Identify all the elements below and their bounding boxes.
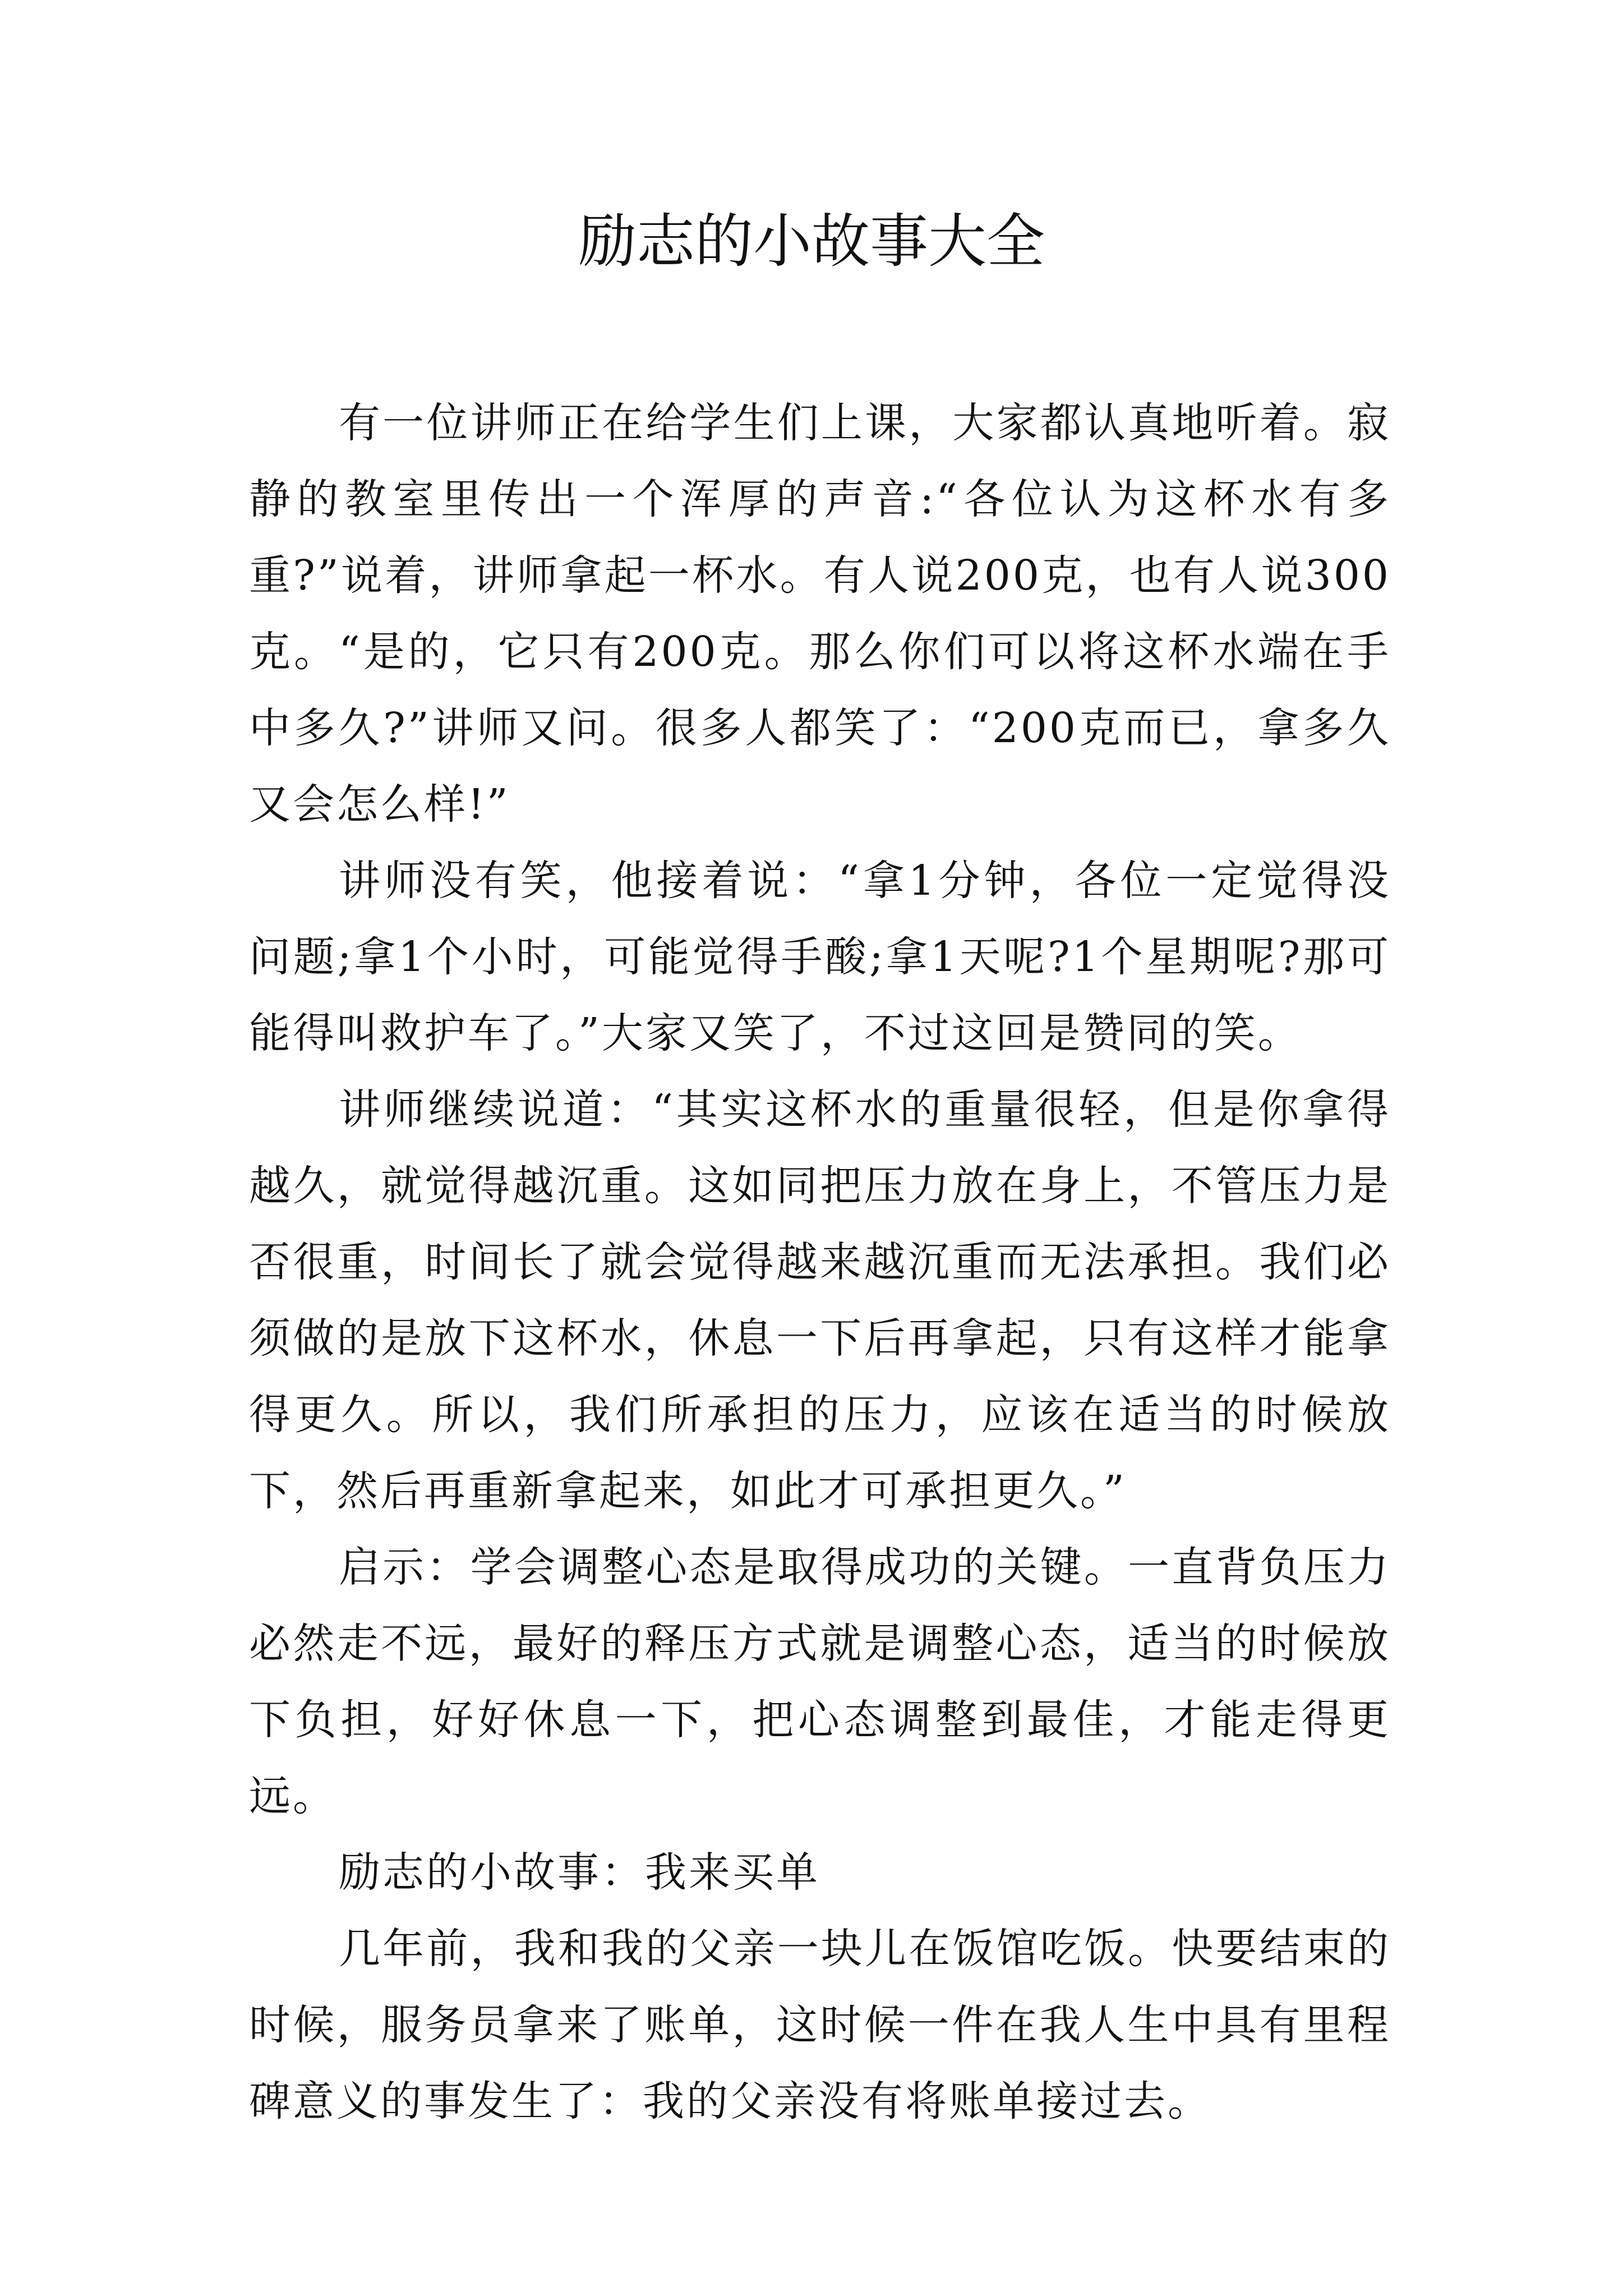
paragraph-lecture-conclusion: 讲师继续说道：“其实这杯水的重量很轻，但是你拿得越久，就觉得越沉重。这如同把压力放在身上，不管压力是否很重，时间长了就会觉得越来越沉重而无法承担。我们必须做的是放下这杯水，休息一下后再拿起，只有这样才能拿得更久。所以，我们所承担的压力，应该在适当的时候放下，然后再重新拿起来，如此才可承担更久。” <box>249 1085 1391 1515</box>
paragraph-lecture-intro: 有一位讲师正在给学生们上课，大家都认真地听着。寂静的教室里传出一个浑厚的声音:“各位认为这杯水有多重?”说着，讲师拿起一杯水。有人说200克，也有人说300克。“是的，它只有200克。那么你们可以将这杯水端在手中多久?”讲师又问。很多人都笑了：“200克而已，拿多久又会怎么样!” <box>249 399 1391 829</box>
paragraph-lecture-time: 讲师没有笑，他接着说：“拿1分钟，各位一定觉得没问题;拿1个小时，可能觉得手酸;拿1天呢?1个星期呢?那可能得叫救护车了。”大家又笑了，不过这回是赞同的笑。 <box>249 857 1391 1057</box>
document-body <box>249 385 1391 2139</box>
paragraph-bill-story: 几年前，我和我的父亲一块儿在饭馆吃饭。快要结束的时候，服务员拿来了账单，这时候一件在我人生中具有里程碑意义的事发生了：我的父亲没有将账单接过去。 <box>249 1925 1391 2125</box>
story-heading: 励志的小故事：我来买单 <box>339 1848 820 1897</box>
document-title: 励志的小故事大全 <box>578 207 1045 275</box>
paragraph-insight: 启示：学会调整心态是取得成功的关键。一直背负压力必然走不远，最好的释压方式就是调整心态，适当的时候放下负担，好好休息一下，把心态调整到最佳，才能走得更远。 <box>249 1543 1391 1820</box>
